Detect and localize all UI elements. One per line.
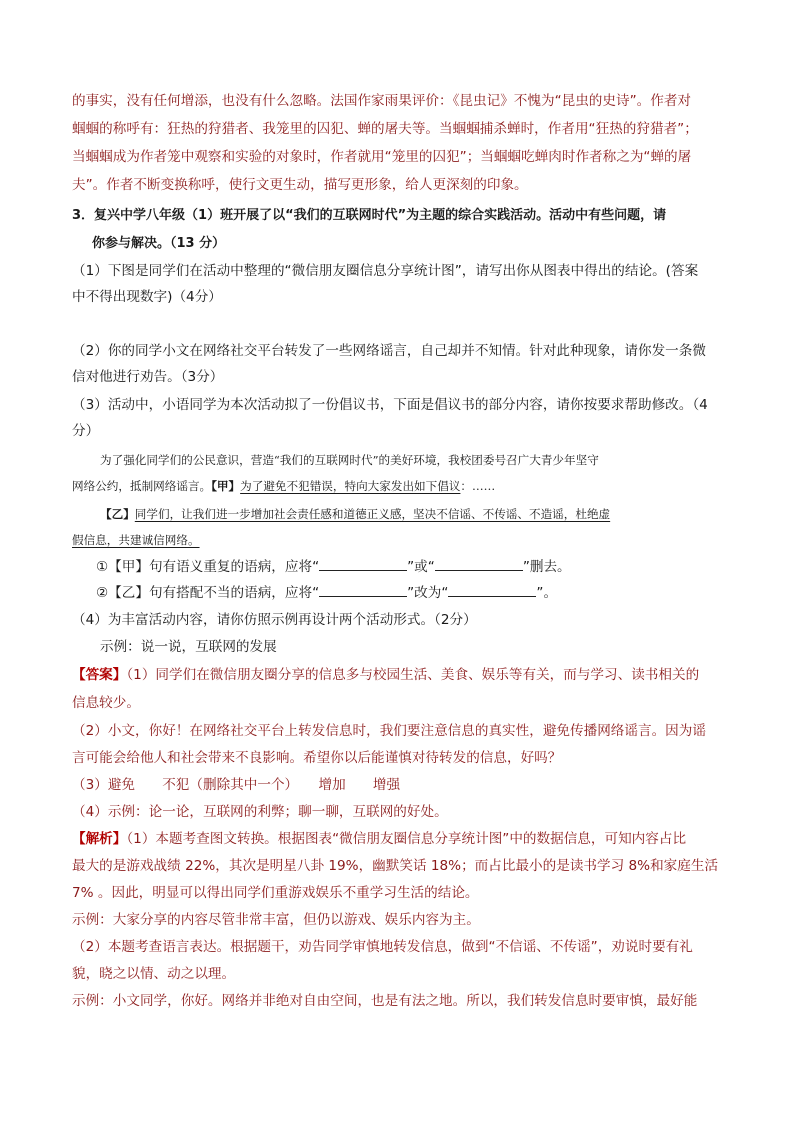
subq-1-line-1: （1）下图是同学们在活动中整理的“微信朋友圈信息分享统计图”，请写出你从图表中得出的结论。(答案 — [72, 263, 699, 279]
analysis-line-6: 貌，晓之以情、动之以理。 — [72, 966, 236, 982]
answer-1-text: （1）同学们在微信朋友圈分享的信息多与校园生活、美食、娱乐等有关，而与学习、读书相关的 — [126, 667, 700, 683]
tag-jia: 【甲】 — [211, 479, 241, 493]
analysis-tag: 【解析】 — [72, 831, 127, 847]
answer-blank-4[interactable] — [448, 582, 536, 597]
answer-2-line-1: （2）小文，你好！在网络社交平台上转发信息时，我们要注意信息的真实性，避免传播网络谣言。因为谣 — [72, 723, 706, 739]
answer-line-1 — [72, 662, 699, 688]
sentence-yi-cont: 假信息，共建诚信网络。 — [72, 533, 200, 547]
proposal-line-1: 为了强化同学们的公民意识，营造“我们的互联网时代”的美好环境，我校团委号召广大青少年坚守 — [100, 453, 599, 467]
fill-item-1 — [96, 554, 571, 580]
answer-blank-1[interactable] — [319, 556, 407, 571]
answer-2-line-2: 言可能会给他人和社会带来不良影响。希望你以后能谨慎对待转发的信息，好吗？ — [72, 750, 562, 766]
subq-4-line-1: （4）为丰富活动内容，请你仿照示例再设计两个活动形式。（2分） — [72, 612, 477, 628]
answer-tag: 【答案】 — [72, 667, 127, 683]
proposal-line-2-text: 网络公约，抵制网络谣言。 — [72, 479, 212, 493]
sentence-jia: 为了避免不犯错误，特向大家发出如下倡议 — [240, 479, 461, 493]
intro-line-3: 当蝈蝈成为作者笼中观察和实验的对象时，作者就用“笼里的囚犯”；当蝈蝈吃蝉肉时作者称之为“蝉的屠 — [72, 149, 692, 165]
subq-3-line-1: （3）活动中，小语同学为本次活动拟了一份倡议书，下面是倡议书的部分内容，请你按要求帮助修改。（4 — [72, 397, 708, 413]
subq-2-line-2: 信对他进行劝告。（3分） — [72, 369, 224, 385]
proposal-line-2 — [72, 473, 495, 499]
question-3-title: 3．复兴中学八年级（1）班开展了以“我们的互联网时代”为主题的综合实践活动。活动中有些问题，请 — [72, 208, 667, 223]
subq-4-example: 示例：说一说，互联网的发展 — [100, 639, 277, 655]
analysis-line-7: 示例：小文同学，你好。网络并非绝对自由空间，也是有法之地。所以，我们转发信息时要审慎，最好能 — [72, 993, 698, 1009]
fill-item-2-c: ”。 — [536, 585, 558, 601]
analysis-1-text: （1）本题考查图文转换。根据图表“微信朋友圈信息分享统计图”中的数据信息，可知内容占比 — [126, 831, 687, 847]
fill-item-2-a: ②【乙】句有搭配不当的语病，应将“ — [96, 585, 320, 601]
proposal-line-2-end: ：…… — [460, 479, 496, 493]
answer-blank-2[interactable] — [435, 556, 523, 571]
fill-item-2-b: ”改为“ — [407, 585, 449, 601]
subq-3-line-2: 分） — [72, 423, 100, 439]
subq-1-line-2: 中不得出现数字)（4分） — [72, 289, 222, 305]
analysis-line-5: （2）本题考查语言表达。根据题干，劝告同学审慎地转发信息，做到“不信谣、不传谣”，劝说时要有礼 — [72, 939, 693, 955]
tag-yi: 【乙】 — [100, 507, 135, 521]
answer-line-2: 信息较少。 — [72, 695, 140, 711]
answer-blank-3[interactable] — [319, 582, 407, 597]
intro-line-2: 蝈蝈的称呼有：狂热的狩猎者、我笼里的囚犯、蝉的屠夫等。当蝈蝈捕杀蝉时，作者用“狂热的狩猎者”； — [72, 121, 698, 137]
analysis-line-2: 最大的是游戏战绩 22%，其次是明星八卦 19%，幽默笑话 18%；而占比最小的是读书学习 8%和家庭生活 — [72, 858, 719, 874]
fill-item-1-b: ”或“ — [407, 559, 435, 575]
proposal-line-4 — [72, 527, 200, 553]
answer-4: （4）示例：论一论，互联网的利弊；聊一聊，互联网的好处。 — [72, 804, 448, 820]
proposal-line-3 — [100, 501, 610, 527]
answer-3: （3）避免 不犯（删除其中一个） 增加 增强 — [72, 777, 401, 793]
intro-line-4: 夫”。作者不断变换称呼，使行文更生动，描写更形象，给人更深刻的印象。 — [72, 177, 528, 193]
fill-item-1-a: ①【甲】句有语义重复的语病，应将“ — [96, 559, 320, 575]
sentence-yi: 同学们，让我们进一步增加社会责任感和道德正义感，坚决不信谣、不传谣、不造谣，杜绝虚 — [134, 507, 611, 521]
analysis-line-4: 示例：大家分享的内容尽管非常丰富，但仍以游戏、娱乐内容为主。 — [72, 912, 480, 928]
analysis-line-3: 7% 。因此，明显可以得出同学们重游戏娱乐不重学习生活的结论。 — [72, 885, 479, 901]
subq-2-line-1: （2）你的同学小文在网络社交平台转发了一些网络谣言，自己却并不知情。针对此种现象，请你发一条微 — [72, 343, 706, 359]
question-3-title-cont: 你参与解决。（13 分） — [92, 236, 226, 251]
intro-line-1: 的事实，没有任何增添，也没有什么忽略。法国作家雨果评价：《昆虫记》不愧为“昆虫的史诗”。作者对 — [72, 93, 692, 109]
analysis-line-1 — [72, 826, 686, 852]
fill-item-1-c: ”删去。 — [522, 559, 571, 575]
fill-item-2 — [96, 580, 557, 606]
